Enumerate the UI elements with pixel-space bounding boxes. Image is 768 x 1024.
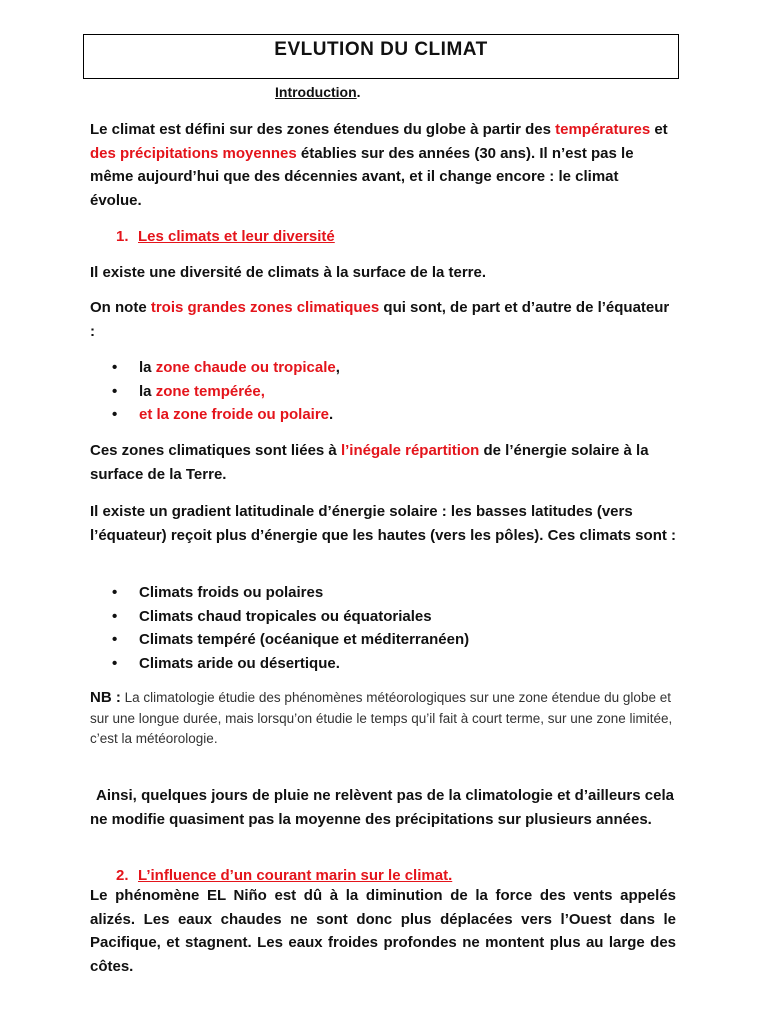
list-item — [112, 605, 469, 629]
paragraph-el-nino: Le phénomène EL Niño est dû à la diminution de la force des vents appelés alizés. Les eaux chaudes ne sont donc plus déplacées vers l’Ouest dans le Pacifique, et stagnent. Les eaux froides profondes ne montent plus au large des côtes. — [90, 887, 676, 975]
p1-red-precipitations: des précipitations moyennes — [90, 144, 297, 162]
p1-red-temperatures: températures — [555, 121, 651, 138]
nb-label: NB : — [90, 689, 121, 706]
p4-text-b: de l’énergie solaire à la surface de la Terre. — [90, 442, 649, 483]
section-2-number: 2. — [116, 867, 129, 884]
list-item — [112, 380, 340, 404]
list-item — [112, 628, 469, 652]
climate-label: Climats tempéré (océanique et méditerranéen) — [139, 631, 470, 648]
section-1-number: 1. — [116, 228, 129, 245]
zone-red: zone chaude ou tropicale — [155, 359, 336, 376]
zone-pre: la — [139, 359, 156, 376]
list-item — [112, 356, 340, 380]
bullet-icon: • — [112, 406, 118, 423]
climate-label: Climats froids ou polaires — [139, 584, 324, 601]
intro-heading-line — [275, 84, 361, 100]
paragraph-climate-definition — [90, 118, 670, 212]
list-item — [112, 403, 340, 427]
section-1-title: Les climats et leur diversité — [138, 228, 335, 245]
p3-text-a: On note — [90, 299, 151, 316]
nb-note — [90, 688, 690, 750]
climate-label: Climats chaud tropicales ou équatoriales — [139, 607, 432, 625]
title-box — [83, 34, 679, 79]
bullet-icon: • — [112, 631, 118, 648]
bullet-icon: • — [112, 584, 118, 601]
paragraph-gradient: Il existe un gradient latitudinale d’énergie solaire : les basses latitudes (vers l’équateur) reçoit plus d’énergie que les hautes (vers les pôles). Ces climats sont : — [90, 503, 677, 544]
climate-label: Climats aride ou désertique. — [139, 654, 340, 672]
paragraph-rain-days: Ainsi, quelques jours de pluie ne relèvent pas de la climatologie et d’ailleurs cela ne modifie quasiment pas la moyenne des précipitations sur plusieurs années. — [90, 787, 674, 828]
zone-post: . — [329, 406, 334, 423]
p3-text-b: qui sont, de part et d’autre de l’équateur : — [90, 299, 670, 340]
nb-text: La climatologie étudie des phénomènes météorologiques sur une zone étendue du globe et sur une longue durée, mais lorsqu’on étudie le temps qu’il fait à court terme, sur une zone limitée, c’est la météorologie. — [90, 690, 673, 746]
list-item — [112, 652, 469, 676]
p1-text-m: et — [650, 121, 668, 138]
zone-red: zone tempérée, — [155, 382, 265, 400]
bullet-icon: • — [112, 359, 118, 376]
intro-heading: Introduction — [275, 84, 357, 100]
bullet-icon: • — [112, 382, 118, 400]
paragraph-three-zones — [90, 296, 678, 343]
p1-text-b: établies sur des années (30 ans). Il n’est pas le même aujourd’hui que des décennies avant, et il change encore : le climat évolue. — [90, 144, 634, 209]
zone-post: , — [335, 359, 340, 376]
climates-list — [112, 581, 469, 675]
p1-text-a: Le climat est défini sur des zones étendues du globe à partir des — [90, 121, 551, 138]
zones-list — [112, 356, 340, 427]
p4-text-a: Ces zones climatiques sont liées à — [90, 442, 341, 459]
paragraph-diversity: Il existe une diversité de climats à la surface de la terre. — [90, 264, 487, 281]
p3-red: trois grandes zones climatiques — [150, 299, 380, 316]
zone-red: et la zone froide ou polaire — [139, 406, 330, 423]
section-1-heading — [116, 228, 335, 245]
section-2-heading — [116, 867, 452, 884]
bullet-icon: • — [112, 654, 118, 672]
bullet-icon: • — [112, 607, 118, 625]
document-title: EVLUTION DU CLIMAT — [274, 39, 488, 60]
zone-pre: la — [139, 382, 156, 400]
p4-red: l’inégale répartition — [340, 442, 480, 459]
intro-period: . — [356, 84, 361, 100]
list-item — [112, 581, 469, 605]
section-2-title: L’influence d’un courant marin sur le climat. — [138, 867, 453, 884]
paragraph-unequal-distribution — [90, 439, 670, 486]
